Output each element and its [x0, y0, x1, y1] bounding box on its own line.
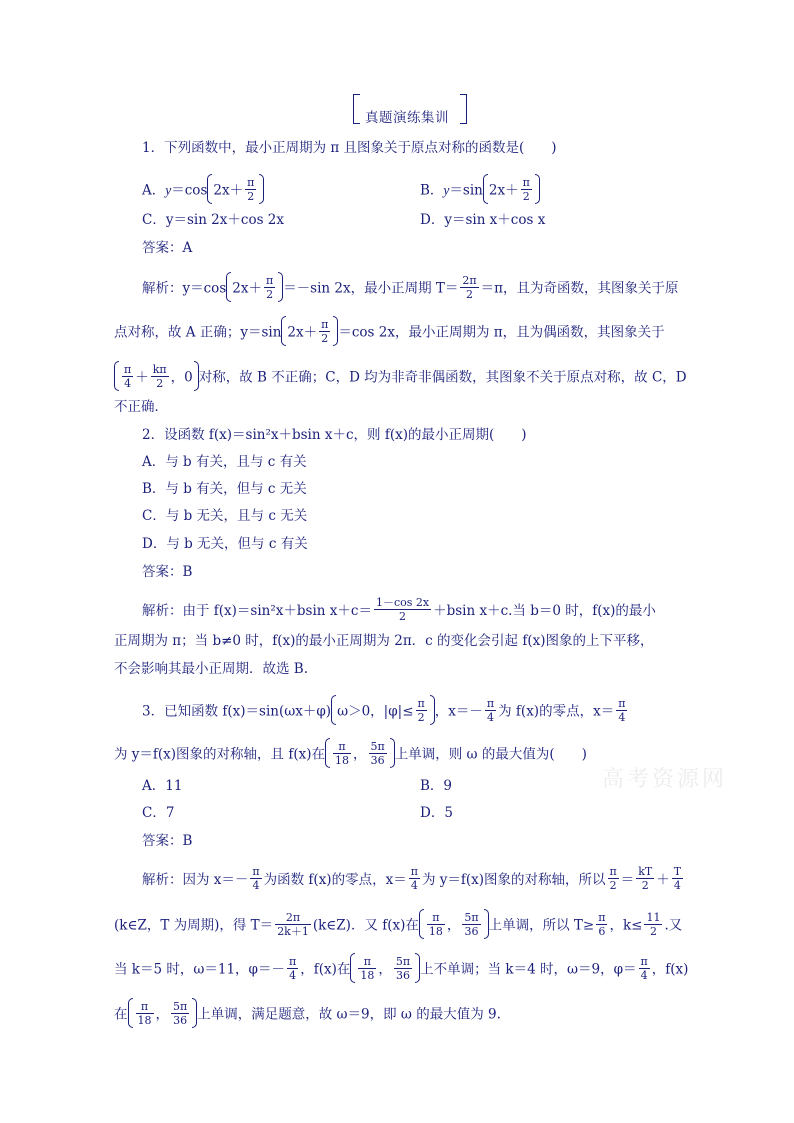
q2-explanation-line3: 不会影响其最小正周期．故选 B. [114, 661, 309, 677]
q2-option-c: C．与 b 无关，且与 c 无关 [142, 508, 308, 524]
q3-option-c: C．7 [142, 805, 175, 821]
q1-stem: 1．下列函数中，最小正周期为 π 且图象关于原点对称的函数是( ) [142, 140, 557, 156]
q3-option-a: A．11 [142, 778, 183, 794]
q2-explanation-line1: 解析：由于 f(x)＝sin²x＋bsin x＋c＝ $\frac{1-\cos 2x}{2}$ ＋bsin x＋c.当 b＝0 时，f(x)的最小 [142, 596, 656, 623]
fraction: $\frac{\pi}{2}$ [247, 175, 255, 203]
section-title: 真题演练集训 [365, 110, 449, 126]
q1-option-b: B．y＝sin 2x＋ $\frac{\pi}{2}$ [420, 176, 540, 206]
q1-explanation-line1: 解析：y＝cos 2x＋ $\frac{\pi}{2}$ ＝－sin 2x，最小正周期 T＝ $\frac{2\pi}{2}$ ＝π，且为奇函数，其图象关于原 [142, 273, 679, 301]
q2-answer: 答案：B [142, 564, 193, 580]
q3-option-b: B．9 [420, 778, 453, 794]
q3-explanation-line2: (k∈Z，T 为周期)，得 T＝ $\frac{2\pi}{2k+1}$ (k∈Z)．又 f(x)在 $\frac{\pi}{18}$ ， $\frac{5\pi}{36}$ 上单调，所以 T≥ $\frac{\pi}{6}$ ，k≤ $\frac{11}{2}$ .又 [114, 910, 683, 938]
q3-explanation-line4: 在 $\frac{\pi}{18}$ ， $\frac{5\pi}{36}$ 上单调，满足题意，故 ω＝9，即 ω 的最大值为 9. [114, 999, 501, 1027]
q3-stem-line2: 为 y＝f(x)图象的对称轴，且 f(x)在 $\frac{\pi}{18}$ ， $\frac{5\pi}{36}$ 上单调，则 ω 的最大值为( ) [114, 739, 587, 767]
fraction: $\frac{\pi}{2}$ [522, 175, 530, 203]
q3-option-d: D．5 [420, 805, 453, 821]
q3-explanation-line1: 解析：因为 x＝－ $\frac{\pi}{4}$ 为函数 f(x)的零点，x＝ $\frac{\pi}{4}$ 为 y＝f(x)图象的对称轴，所以 $\frac{\pi}{2}$ ＝ $\frac{kT}{2}$ ＋ $\frac{T}{4}$ [142, 865, 682, 892]
q1-explanation-line4: 不正确． [114, 399, 168, 415]
q1-option-a: A．y＝cos 2x＋ $\frac{\pi}{2}$ [142, 176, 264, 206]
q3-answer: 答案：B [142, 833, 193, 849]
left-bracket [353, 94, 360, 124]
q3-stem-line1: 3．已知函数 f(x)＝sin(ωx＋φ) ω＞0，|φ|≤ $\frac{\pi}{2}$ ，x＝－ $\frac{\pi}{4}$ 为 f(x)的零点，x＝ $\frac{\pi}{4}$ [142, 696, 626, 724]
q2-stem: 2．设函数 f(x)＝sin²x＋bsin x＋c，则 f(x)的最小正周期( ) [142, 427, 527, 443]
q1-option-c: C．y＝sin 2x＋cos 2x [142, 212, 285, 228]
q1-option-d: D．y＝sin x＋cos x [420, 212, 546, 228]
right-bracket [460, 94, 467, 124]
section-header [353, 94, 467, 126]
q1-explanation-line2: 点对称，故 A 正确；y＝sin 2x＋ $\frac{\pi}{2}$ ＝cos 2x，最小正周期为 π，且为偶函数，其图象关于 [114, 317, 665, 345]
q1-explanation-line3: $\frac{\pi}{4}$ ＋ $\frac{k\pi}{2}$ ，0 对称，故 B 不正确；C，D 均为非奇非偶函数，其图象不关于原点对称，故 C，D [114, 363, 687, 393]
watermark: 高考资源网 [602, 767, 728, 792]
q2-option-b: B．与 b 有关，但与 c 无关 [142, 481, 307, 497]
q2-option-a: A．与 b 有关，且与 c 有关 [142, 454, 307, 470]
q2-option-d: D．与 b 无关，但与 c 有关 [142, 536, 308, 552]
q1-answer: 答案：A [142, 240, 193, 256]
q3-explanation-line3: 当 k＝5 时，ω＝11，φ＝－ $\frac{\pi}{4}$ ，f(x)在 $\frac{\pi}{18}$ ， $\frac{5\pi}{36}$ 上不单调；当 k＝4 时，ω＝9，φ＝ $\frac{\pi}{4}$ ，f(x) [114, 954, 689, 982]
q2-explanation-line2: 正周期为 π；当 b≠0 时，f(x)的最小正周期为 2π．c 的变化会引起 f(x)图象的上下平移， [114, 633, 654, 649]
